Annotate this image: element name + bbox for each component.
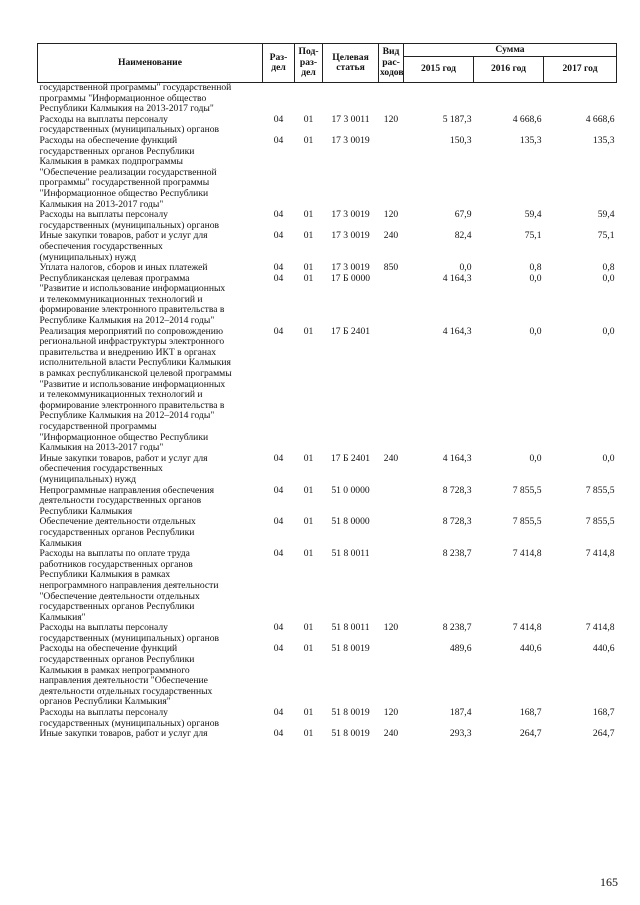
cell-sum-2016: 7 414,8	[512, 548, 542, 560]
cell-target-article: 51 8 0019	[331, 643, 370, 655]
cell-name-line: и телекоммуникационных технологий и	[39, 293, 203, 305]
cell-sum-2016: 59,4	[524, 209, 542, 221]
cell-sum-2015: 489,6	[449, 643, 472, 655]
cell-name-line: "Обеспечение реализации государственной	[39, 166, 217, 178]
cell-podrazdel: 01	[303, 548, 314, 560]
table-row	[38, 708, 617, 729]
cell-podrazdel: 01	[303, 728, 314, 740]
cell-podrazdel: 01	[303, 516, 314, 528]
cell-podrazdel: 01	[303, 230, 314, 242]
cell-expense-type: 850	[383, 262, 399, 274]
cell-sum-2016: 75,1	[524, 230, 542, 242]
cell-name	[38, 327, 263, 454]
cell-name-line: направления деятельности "Обеспечение	[39, 675, 208, 687]
cell-sum-2017: 75,1	[597, 230, 615, 242]
cell-razdel: 04	[273, 707, 284, 719]
cell-name-line: Реализация мероприятий по сопровождению	[39, 325, 224, 337]
cell-sum-2016: 4 668,6	[512, 113, 542, 125]
cell-sum-2016: 7 414,8	[512, 622, 542, 634]
cell-sum-2017: 4 668,6	[585, 113, 615, 125]
cell-podrazdel: 01	[303, 452, 314, 464]
cell-sum-2015: 67,9	[454, 209, 472, 221]
cell-target-article: 17 Б 2401	[330, 452, 371, 464]
cell-name-line: обеспечения государственных	[39, 463, 163, 475]
table-row	[38, 83, 617, 115]
cell-sum-2016: 440,6	[519, 643, 542, 655]
cell-podrazdel: 01	[303, 209, 314, 221]
header-target-article: Целевая статья	[323, 44, 379, 83]
cell-name-line: Иные закупки товаров, работ и услуг для	[39, 728, 208, 740]
cell-sum-2016: 135,3	[519, 134, 542, 146]
cell-sum-2015: 187,4	[449, 707, 472, 719]
table-row	[38, 210, 617, 231]
cell-expense-type	[379, 644, 404, 708]
cell-name-line: программы" государственной программы	[39, 177, 210, 189]
cell-expense-type: 120	[383, 622, 399, 634]
cell-name-line: региональной инфраструктуры электронного	[39, 336, 225, 348]
cell-expense-type: 120	[383, 209, 399, 221]
cell-expense-type	[379, 549, 404, 623]
cell-target-article: 17 Б 0000	[330, 272, 371, 284]
cell-sum-2015: 0,0	[459, 262, 472, 274]
cell-sum-2015	[404, 83, 474, 115]
cell-sum-2015: 5 187,3	[442, 113, 472, 125]
cell-expense-type: 240	[383, 452, 399, 464]
cell-name-line: Калмыкия	[39, 537, 82, 549]
cell-name-line: "Информационное общество Республики	[39, 187, 209, 199]
cell-name-line: (муниципальных) нужд	[39, 473, 137, 485]
cell-sum-2016: 0,8	[529, 262, 542, 274]
cell-name	[38, 83, 263, 115]
cell-sum-2017: 7 414,8	[585, 622, 615, 634]
cell-name-line: деятельности государственных органов	[39, 495, 202, 507]
header-name: Наименование	[38, 44, 263, 83]
cell-sum-2015: 4 164,3	[442, 325, 472, 337]
cell-name-line: Республики Калмыкия	[39, 505, 133, 517]
cell-podrazdel: 01	[303, 262, 314, 274]
cell-podrazdel: 01	[303, 622, 314, 634]
cell-podrazdel: 01	[303, 484, 314, 496]
cell-razdel: 04	[273, 262, 284, 274]
header-podrazdel: Под- раз- дел	[295, 44, 323, 83]
cell-name-line: Расходы на обеспечение функций	[39, 643, 178, 655]
cell-expense-type: 120	[383, 113, 399, 125]
cell-sum-2017: 7 855,5	[585, 484, 615, 496]
cell-name-line: государственной программы" государственной	[39, 82, 232, 93]
cell-sum-2017: 0,0	[602, 272, 615, 284]
cell-razdel: 04	[273, 728, 284, 740]
cell-name	[38, 231, 263, 263]
cell-sum-2017: 59,4	[597, 209, 615, 221]
cell-name-line: Калмыкия"	[39, 611, 86, 623]
cell-name-line: (муниципальных) нужд	[39, 251, 137, 263]
cell-name-line: Республики Калмыкия на 2013-2017 годы"	[39, 103, 214, 115]
cell-name-line: "Развитие и использование информационных	[39, 378, 226, 390]
cell-name-line: Иные закупки товаров, работ и услуг для	[39, 230, 208, 242]
cell-razdel: 04	[273, 134, 284, 146]
cell-sum-2016	[474, 83, 544, 115]
cell-razdel: 04	[273, 113, 284, 125]
cell-name	[38, 517, 263, 549]
cell-name-line: Расходы на выплаты персоналу	[39, 113, 168, 125]
cell-sum-2016: 168,7	[519, 707, 542, 719]
cell-sum-2015: 150,3	[449, 134, 472, 146]
cell-name-line: программы "Информационное общество	[39, 92, 207, 104]
cell-target-article: 17 3 0019	[331, 209, 370, 221]
cell-name	[38, 549, 263, 623]
cell-sum-2016: 0,0	[529, 272, 542, 284]
cell-name-line: Республике Калмыкия на 2012–2014 годы"	[39, 410, 215, 422]
table-row	[38, 729, 617, 740]
cell-sum-2016: 264,7	[519, 728, 542, 740]
cell-sum-2015: 4 164,3	[442, 452, 472, 464]
cell-sum-2015: 82,4	[454, 230, 472, 242]
cell-target-article: 17 3 0019	[331, 262, 370, 274]
cell-name-line: государственных (муниципальных) органов	[39, 717, 220, 729]
cell-name-line: в рамках республиканской целевой программы	[39, 368, 232, 380]
cell-razdel: 04	[273, 484, 284, 496]
cell-sum-2017: 264,7	[592, 728, 615, 740]
cell-target-article: 51 8 0019	[331, 707, 370, 719]
table-row	[38, 644, 617, 708]
cell-name-line: "Развитие и использование информационных	[39, 283, 226, 295]
table-row	[38, 327, 617, 454]
cell-name-line: исполнительной власти Республики Калмыкия	[39, 357, 231, 369]
cell-podrazdel: 01	[303, 643, 314, 655]
cell-sum-2017: 0,8	[602, 262, 615, 274]
table-row	[38, 274, 617, 327]
cell-name-line: работников государственных органов	[39, 558, 193, 570]
cell-expense-type	[379, 274, 404, 327]
cell-sum-2015: 8 728,3	[442, 484, 472, 496]
cell-name	[38, 210, 263, 231]
header-year-2017: 2017 год	[544, 57, 617, 83]
cell-name-line: Калмыкия в рамках непрограммного	[39, 664, 190, 676]
cell-name-line: деятельности отдельных государственных	[39, 685, 213, 697]
cell-name-line: Расходы на обеспечение функций	[39, 134, 178, 146]
cell-target-article: 17 3 0011	[331, 113, 370, 125]
cell-sum-2017: 440,6	[592, 643, 615, 655]
cell-name-line: Расходы на выплаты персоналу	[39, 707, 168, 719]
cell-expense-type	[379, 517, 404, 549]
cell-sum-2015: 8 238,7	[442, 548, 472, 560]
cell-sum-2017: 0,0	[602, 452, 615, 464]
cell-name-line: формирование электронного правительства в	[39, 304, 225, 316]
header-year-2015: 2015 год	[404, 57, 474, 83]
cell-podrazdel: 01	[303, 325, 314, 337]
cell-target-article: 51 8 0000	[331, 516, 370, 528]
cell-sum-2015: 8 728,3	[442, 516, 472, 528]
cell-podrazdel	[295, 83, 323, 115]
cell-name-line: Расходы на выплаты персоналу	[39, 209, 168, 221]
cell-name	[38, 486, 263, 518]
table-row	[38, 136, 617, 210]
cell-expense-type	[379, 136, 404, 210]
cell-podrazdel: 01	[303, 272, 314, 284]
page-number: 165	[600, 875, 618, 889]
cell-sum-2016: 0,0	[529, 325, 542, 337]
cell-expense-type	[379, 327, 404, 454]
cell-razdel: 04	[273, 516, 284, 528]
table-row	[38, 517, 617, 549]
cell-expense-type	[379, 83, 404, 115]
cell-target-article: 51 8 0011	[331, 622, 370, 634]
cell-name-line: государственных (муниципальных) органов	[39, 632, 220, 644]
cell-name	[38, 115, 263, 136]
cell-name-line: Иные закупки товаров, работ и услуг для	[39, 452, 208, 464]
header-year-2016: 2016 год	[474, 57, 544, 83]
cell-name-line: Калмыкия на 2013-2017 годы"	[39, 198, 164, 210]
table-row	[38, 549, 617, 623]
cell-podrazdel: 01	[303, 707, 314, 719]
cell-name-line: Республике Калмыкия на 2012–2014 годы"	[39, 315, 215, 327]
cell-name-line: Непрограммные направления обеспечения	[39, 484, 214, 496]
cell-name-line: формирование электронного правительства в	[39, 399, 225, 411]
cell-sum-2016: 7 855,5	[512, 484, 542, 496]
cell-sum-2016: 0,0	[529, 452, 542, 464]
cell-name-line: Калмыкия на 2013-2017 годы"	[39, 442, 164, 454]
cell-target-article: 17 3 0019	[331, 134, 370, 146]
cell-razdel	[263, 83, 295, 115]
table-row	[38, 231, 617, 263]
table-row	[38, 115, 617, 136]
table-row	[38, 486, 617, 518]
cell-razdel: 04	[273, 452, 284, 464]
cell-name-line: Расходы на выплаты по оплате труда	[39, 548, 190, 560]
cell-razdel: 04	[273, 272, 284, 284]
cell-podrazdel: 01	[303, 113, 314, 125]
header-razdel: Раз- дел	[263, 44, 295, 83]
cell-name	[38, 623, 263, 644]
cell-name-line: государственных органов Республики	[39, 654, 195, 666]
cell-target-article	[323, 83, 379, 115]
cell-name-line: Уплата налогов, сборов и иных платежей	[39, 262, 208, 274]
cell-razdel: 04	[273, 548, 284, 560]
budget-table	[37, 43, 617, 740]
cell-name	[38, 708, 263, 729]
cell-name-line: Обеспечение деятельности отдельных	[39, 516, 196, 528]
cell-name-line: Республиканская целевая программа	[39, 272, 190, 284]
cell-name-line: обеспечения государственных	[39, 240, 163, 252]
cell-name	[38, 136, 263, 210]
cell-podrazdel: 01	[303, 134, 314, 146]
cell-name-line: Калмыкия в рамках подпрограммы	[39, 156, 183, 168]
cell-name-line: и телекоммуникационных технологий и	[39, 389, 203, 401]
cell-sum-2017	[544, 83, 617, 115]
table-row	[38, 454, 617, 486]
cell-razdel: 04	[273, 230, 284, 242]
cell-sum-2017: 7 414,8	[585, 548, 615, 560]
cell-target-article: 51 8 0011	[331, 548, 370, 560]
cell-name-line: правительства и внедрению ИКТ в органах	[39, 346, 217, 358]
cell-name	[38, 454, 263, 486]
cell-expense-type: 240	[383, 230, 399, 242]
header-sum: Сумма	[404, 44, 617, 57]
cell-name-line: государственных органов Республики	[39, 526, 195, 538]
cell-name-line: государственной программы	[39, 421, 157, 432]
cell-razdel: 04	[273, 209, 284, 221]
cell-sum-2016: 7 855,5	[512, 516, 542, 528]
cell-expense-type: 240	[383, 728, 399, 740]
cell-sum-2015: 4 164,3	[442, 272, 472, 284]
cell-name-line: Республики Калмыкия в рамках	[39, 569, 171, 581]
cell-expense-type	[379, 486, 404, 518]
cell-razdel: 04	[273, 622, 284, 634]
cell-target-article: 51 0 0000	[331, 484, 370, 496]
cell-expense-type: 120	[383, 707, 399, 719]
header-expense-type: Вид рас- ходов	[379, 44, 404, 83]
cell-name-line: органов Республики Калмыкия"	[39, 696, 171, 708]
cell-name-line: непрограммного направления деятельности	[39, 579, 219, 591]
table-body	[38, 83, 617, 740]
cell-sum-2017: 7 855,5	[585, 516, 615, 528]
cell-name	[38, 729, 263, 740]
cell-target-article: 51 8 0019	[331, 728, 370, 740]
cell-name-line: "Обеспечение деятельности отдельных	[39, 590, 200, 602]
cell-name	[38, 644, 263, 708]
cell-name	[38, 274, 263, 327]
cell-target-article: 17 Б 2401	[330, 325, 371, 337]
cell-name-line: государственных органов Республики	[39, 145, 195, 157]
cell-name-line: государственных (муниципальных) органов	[39, 219, 220, 231]
cell-sum-2015: 293,3	[449, 728, 472, 740]
cell-sum-2017: 168,7	[592, 707, 615, 719]
cell-name-line: Расходы на выплаты персоналу	[39, 622, 168, 634]
table-row	[38, 623, 617, 644]
cell-name-line: "Информационное общество Республики	[39, 431, 209, 443]
table-header	[38, 44, 617, 83]
cell-sum-2017: 135,3	[592, 134, 615, 146]
cell-name-line: государственных органов Республики	[39, 601, 195, 613]
cell-target-article: 17 3 0019	[331, 230, 370, 242]
cell-sum-2017: 0,0	[602, 325, 615, 337]
cell-sum-2015: 8 238,7	[442, 622, 472, 634]
cell-razdel: 04	[273, 325, 284, 337]
cell-name-line: государственных (муниципальных) органов	[39, 124, 220, 136]
cell-razdel: 04	[273, 643, 284, 655]
